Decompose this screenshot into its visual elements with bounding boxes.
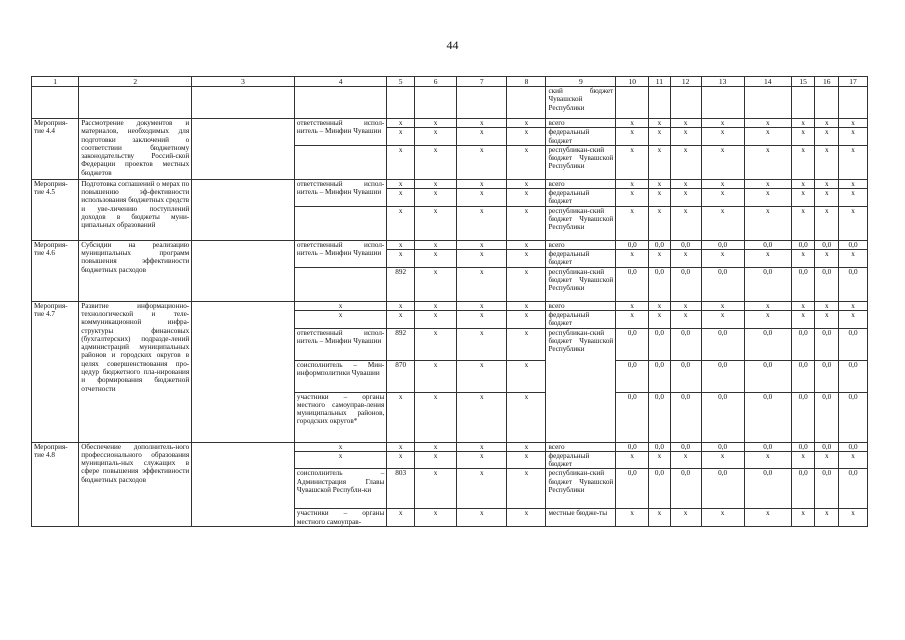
table-row	[32, 442, 868, 451]
value-cell: 0,0	[791, 267, 815, 301]
code-cell: 870	[387, 360, 415, 392]
value-cell: 0,0	[839, 469, 868, 509]
activity-name: Рассмотрение документов и материалов, необходимых для подготовки заключений о соответствии бюджетному законодательству Россий-ской Федерации проектов местных бюджетов	[79, 119, 192, 180]
value-cell: 0,0	[839, 392, 868, 442]
code-cell: x	[457, 119, 507, 128]
value-cell: x	[701, 145, 744, 179]
value-cell: 0,0	[815, 267, 839, 301]
value-cell: x	[839, 451, 868, 469]
value-cell: x	[701, 451, 744, 469]
activity-name: Подготовка соглашений о мерах по повышению эф-фективности использования бюджетных средств и уве-личению поступлений доходов в бюджеты муни-ципальных образований	[79, 179, 192, 240]
value-cell: 0,0	[744, 392, 791, 442]
code-cell: x	[507, 145, 546, 179]
code-cell: x	[507, 328, 546, 360]
value-cell: 0,0	[616, 469, 649, 509]
header-cell: 1	[32, 77, 79, 87]
value-cell: x	[649, 179, 671, 188]
value-cell: 0,0	[670, 267, 701, 301]
code-cell: x	[415, 509, 457, 527]
code-cell: x	[507, 469, 546, 509]
code-cell: x	[415, 328, 457, 360]
value-cell: 0,0	[649, 240, 671, 249]
executor-cell: участники – органы местного самоуправ-	[294, 509, 386, 527]
value-cell: x	[791, 310, 815, 328]
value-cell: x	[649, 145, 671, 179]
value-cell: x	[670, 509, 701, 527]
code-cell: x	[387, 240, 415, 249]
value-cell: x	[744, 145, 791, 179]
code-cell: x	[507, 250, 546, 268]
table-row	[32, 119, 868, 128]
value-cell: 0,0	[616, 360, 649, 392]
header-cell: 16	[815, 77, 839, 87]
value-cell: x	[670, 310, 701, 328]
table-row	[32, 87, 868, 119]
value-cell: x	[649, 128, 671, 146]
activity-name: Субсидии на реализацию муниципальных программ повышения эффективности бюджетных расходов	[79, 240, 192, 301]
code-cell: x	[415, 392, 457, 442]
value-cell: x	[701, 206, 744, 240]
header-cell: 13	[701, 77, 744, 87]
value-cell: 0,0	[670, 392, 701, 442]
value-cell: 0,0	[815, 469, 839, 509]
code-cell: x	[457, 128, 507, 146]
value-cell: x	[744, 509, 791, 527]
funding-source-cell: всего	[546, 179, 616, 188]
code-cell: x	[415, 469, 457, 509]
value-cell: 0,0	[701, 392, 744, 442]
code-cell: x	[415, 310, 457, 328]
code-cell: x	[507, 509, 546, 527]
code-cell: x	[507, 179, 546, 188]
value-cell: 0,0	[839, 267, 868, 301]
value-cell: x	[839, 206, 868, 240]
header-cell: 6	[415, 77, 457, 87]
value-cell: x	[744, 119, 791, 128]
value-cell: 0,0	[791, 240, 815, 249]
code-cell: x	[507, 267, 546, 301]
value-cell: 0,0	[744, 360, 791, 392]
value-cell: x	[791, 301, 815, 310]
value-cell: x	[701, 179, 744, 188]
value-cell: x	[839, 128, 868, 146]
activity-name: Обеспечение дополнитель-ного профессионального образования муниципаль-ных служащих в сфере повышения эффективности бюджетных расходов	[79, 442, 192, 526]
code-cell: x	[415, 128, 457, 146]
value-cell: x	[670, 206, 701, 240]
activity-id: Мероприя-тие 4.8	[32, 442, 79, 526]
code-cell: x	[457, 206, 507, 240]
executor-cell: соисполнитель – Мин-информполитики Чувашии	[294, 360, 386, 392]
value-cell: 0,0	[616, 240, 649, 249]
code-cell: x	[457, 328, 507, 360]
value-cell: x	[701, 310, 744, 328]
code-cell: x	[415, 442, 457, 451]
value-cell: x	[649, 189, 671, 207]
value-cell: 0,0	[815, 442, 839, 451]
header-cell: 15	[791, 77, 815, 87]
value-cell: x	[701, 250, 744, 268]
value-cell: 0,0	[839, 360, 868, 392]
value-cell: 0,0	[649, 442, 671, 451]
code-cell: x	[387, 128, 415, 146]
value-cell: x	[791, 451, 815, 469]
value-cell: 0,0	[649, 328, 671, 360]
header-cell: 10	[616, 77, 649, 87]
value-cell: x	[649, 206, 671, 240]
code-cell: x	[507, 189, 546, 207]
code-cell: x	[387, 206, 415, 240]
executor-cell: ответственный испол-нитель – Минфин Чувашии	[294, 240, 386, 267]
code-cell: x	[415, 267, 457, 301]
value-cell: x	[839, 145, 868, 179]
code-cell: x	[457, 189, 507, 207]
value-cell: x	[616, 250, 649, 268]
value-cell: x	[744, 189, 791, 207]
code-cell: x	[507, 240, 546, 249]
value-cell: x	[839, 179, 868, 188]
header-cell: 9	[546, 77, 616, 87]
funding-source-cell: всего	[546, 119, 616, 128]
funding-source-cell: федеральный бюджет	[546, 250, 616, 268]
code-cell: x	[457, 240, 507, 249]
value-cell: 0,0	[701, 328, 744, 360]
funding-source-cell: республикан-ский бюджет Чувашской Республики	[546, 267, 616, 301]
table-row	[32, 301, 868, 310]
value-cell: x	[815, 119, 839, 128]
header-cell: 3	[192, 77, 295, 87]
code-cell: x	[457, 442, 507, 451]
code-cell: x	[387, 301, 415, 310]
value-cell: x	[815, 301, 839, 310]
funding-source-cell: республикан-ский бюджет Чувашской Республики	[546, 469, 616, 509]
value-cell: x	[744, 179, 791, 188]
value-cell: x	[815, 179, 839, 188]
funding-source-cell: ский бюджет Чувашской Республики	[546, 87, 616, 119]
executor-cell: x	[294, 301, 386, 310]
code-cell: x	[415, 119, 457, 128]
value-cell: 0,0	[670, 240, 701, 249]
value-cell: x	[670, 451, 701, 469]
code-cell: x	[387, 442, 415, 451]
code-cell: x	[387, 392, 415, 442]
value-cell: 0,0	[670, 360, 701, 392]
activity-id: Мероприя-тие 4.5	[32, 179, 79, 240]
funding-source-cell: республикан-ский бюджет Чувашской Республики	[546, 206, 616, 240]
value-cell: 0,0	[839, 442, 868, 451]
code-cell: x	[387, 189, 415, 207]
value-cell: x	[791, 189, 815, 207]
value-cell: x	[701, 128, 744, 146]
value-cell: 0,0	[701, 442, 744, 451]
value-cell: x	[701, 301, 744, 310]
value-cell: x	[815, 145, 839, 179]
value-cell: x	[744, 310, 791, 328]
value-cell: x	[649, 451, 671, 469]
code-cell: x	[507, 301, 546, 310]
value-cell: x	[649, 250, 671, 268]
value-cell: 0,0	[616, 328, 649, 360]
code-cell: x	[457, 179, 507, 188]
value-cell: 0,0	[649, 267, 671, 301]
value-cell: x	[701, 189, 744, 207]
code-cell: x	[387, 509, 415, 527]
executor-cell: x	[294, 451, 386, 469]
header-cell: 14	[744, 77, 791, 87]
value-cell: 0,0	[744, 240, 791, 249]
code-cell: x	[415, 206, 457, 240]
program-activities-table	[31, 76, 868, 527]
value-cell: 0,0	[649, 360, 671, 392]
header-cell: 4	[294, 77, 386, 87]
value-cell: x	[791, 128, 815, 146]
code-cell: x	[457, 392, 507, 442]
code-cell: x	[457, 145, 507, 179]
value-cell: x	[744, 128, 791, 146]
code-cell: x	[415, 179, 457, 188]
funding-source-cell: федеральный бюджет	[546, 451, 616, 469]
code-cell: x	[387, 451, 415, 469]
activity-id: Мероприя-тие 4.4	[32, 119, 79, 180]
value-cell: x	[701, 119, 744, 128]
value-cell: 0,0	[744, 328, 791, 360]
value-cell: 0,0	[839, 240, 868, 249]
value-cell: 0,0	[815, 392, 839, 442]
value-cell: x	[670, 179, 701, 188]
value-cell: 0,0	[791, 328, 815, 360]
value-cell: 0,0	[616, 267, 649, 301]
value-cell: x	[616, 301, 649, 310]
funding-source-cell: федеральный бюджет	[546, 189, 616, 207]
value-cell: 0,0	[791, 469, 815, 509]
value-cell: x	[616, 128, 649, 146]
value-cell: 0,0	[649, 469, 671, 509]
value-cell: 0,0	[791, 360, 815, 392]
code-cell: x	[457, 469, 507, 509]
value-cell: x	[616, 189, 649, 207]
code-cell: x	[507, 206, 546, 240]
value-cell: 0,0	[649, 392, 671, 442]
funding-source-cell: всего	[546, 240, 616, 249]
value-cell: 0,0	[815, 240, 839, 249]
value-cell: x	[744, 206, 791, 240]
code-cell: 803	[387, 469, 415, 509]
code-cell: 892	[387, 328, 415, 360]
table-row	[32, 240, 868, 249]
value-cell: x	[670, 128, 701, 146]
code-cell: 892	[387, 267, 415, 301]
value-cell: x	[649, 119, 671, 128]
value-cell: x	[815, 451, 839, 469]
code-cell: x	[507, 451, 546, 469]
value-cell: 0,0	[815, 328, 839, 360]
value-cell: 0,0	[701, 469, 744, 509]
funding-source-cell: федеральный бюджет	[546, 310, 616, 328]
header-cell: 2	[79, 77, 192, 87]
value-cell: x	[616, 179, 649, 188]
code-cell: x	[507, 360, 546, 392]
value-cell: x	[791, 145, 815, 179]
value-cell: 0,0	[815, 360, 839, 392]
value-cell: 0,0	[701, 240, 744, 249]
value-cell: x	[670, 250, 701, 268]
value-cell: x	[670, 189, 701, 207]
value-cell: x	[839, 250, 868, 268]
code-cell: x	[457, 301, 507, 310]
value-cell: x	[616, 206, 649, 240]
value-cell: x	[649, 310, 671, 328]
value-cell: x	[744, 451, 791, 469]
code-cell: x	[415, 301, 457, 310]
funding-source-cell: республикан-ский бюджет Чувашской Республики	[546, 328, 616, 442]
code-cell: x	[387, 179, 415, 188]
value-cell: x	[815, 128, 839, 146]
executor-cell: x	[294, 442, 386, 451]
funding-source-cell: республикан-ский бюджет Чувашской Республики	[546, 145, 616, 179]
funding-source-cell: всего	[546, 301, 616, 310]
value-cell: 0,0	[839, 328, 868, 360]
value-cell: 0,0	[744, 267, 791, 301]
executor-cell: соисполнитель – Администрация Главы Чувашской Республи-ки	[294, 469, 386, 509]
value-cell: x	[744, 301, 791, 310]
code-cell: x	[457, 451, 507, 469]
code-cell: x	[415, 250, 457, 268]
value-cell: x	[701, 509, 744, 527]
value-cell: 0,0	[744, 469, 791, 509]
code-cell: x	[457, 360, 507, 392]
header-cell: 17	[839, 77, 868, 87]
header-cell: 5	[387, 77, 415, 87]
value-cell: x	[791, 509, 815, 527]
funding-source-cell: местные бюдже-ты	[546, 509, 616, 527]
funding-source-cell: федеральный бюджет	[546, 128, 616, 146]
funding-source-cell: всего	[546, 442, 616, 451]
code-cell: x	[507, 310, 546, 328]
header-cell: 7	[457, 77, 507, 87]
header-cell: 11	[649, 77, 671, 87]
value-cell: x	[791, 250, 815, 268]
value-cell: x	[791, 119, 815, 128]
executor-cell: участники – органы местного самоуправ-ления муниципальных районов, городских округов*	[294, 392, 386, 442]
code-cell: x	[415, 360, 457, 392]
value-cell: x	[815, 509, 839, 527]
code-cell: x	[507, 442, 546, 451]
value-cell: x	[791, 206, 815, 240]
code-cell: x	[457, 509, 507, 527]
value-cell: x	[815, 189, 839, 207]
code-cell: x	[387, 310, 415, 328]
value-cell: x	[839, 189, 868, 207]
value-cell: x	[670, 301, 701, 310]
header-cell: 12	[670, 77, 701, 87]
value-cell: x	[839, 119, 868, 128]
value-cell: 0,0	[791, 392, 815, 442]
value-cell: x	[616, 119, 649, 128]
activity-id: Мероприя-тие 4.7	[32, 301, 79, 442]
value-cell: 0,0	[670, 442, 701, 451]
code-cell: x	[457, 267, 507, 301]
code-cell: x	[415, 240, 457, 249]
value-cell: x	[616, 310, 649, 328]
value-cell: x	[616, 145, 649, 179]
code-cell: x	[415, 451, 457, 469]
value-cell: x	[670, 145, 701, 179]
code-cell: x	[387, 119, 415, 128]
value-cell: 0,0	[670, 328, 701, 360]
value-cell: 0,0	[616, 392, 649, 442]
code-cell: x	[507, 392, 546, 442]
value-cell: x	[616, 451, 649, 469]
table-row	[32, 179, 868, 188]
code-cell: x	[457, 310, 507, 328]
code-cell: x	[507, 128, 546, 146]
page-number: 44	[446, 38, 459, 52]
executor-cell: x	[294, 310, 386, 328]
value-cell: x	[839, 301, 868, 310]
executor-cell: ответственный испол-нитель – Минфин Чувашии	[294, 179, 386, 206]
value-cell: x	[815, 250, 839, 268]
value-cell: 0,0	[670, 469, 701, 509]
code-cell: x	[507, 119, 546, 128]
executor-cell: ответственный испол-нитель – Минфин Чувашии	[294, 328, 386, 360]
value-cell: 0,0	[791, 442, 815, 451]
value-cell: 0,0	[616, 442, 649, 451]
code-cell: x	[387, 145, 415, 179]
header-cell: 8	[507, 77, 546, 87]
value-cell: x	[839, 509, 868, 527]
value-cell: x	[649, 301, 671, 310]
executor-cell: ответственный испол-нитель – Минфин Чувашии	[294, 119, 386, 146]
value-cell: x	[616, 509, 649, 527]
code-cell: x	[387, 250, 415, 268]
code-cell: x	[415, 189, 457, 207]
code-cell: x	[415, 145, 457, 179]
value-cell: x	[670, 119, 701, 128]
value-cell: 0,0	[701, 267, 744, 301]
value-cell: x	[744, 250, 791, 268]
value-cell: x	[815, 206, 839, 240]
value-cell: x	[791, 179, 815, 188]
value-cell: x	[839, 310, 868, 328]
value-cell: 0,0	[744, 442, 791, 451]
value-cell: x	[815, 310, 839, 328]
header-row	[32, 77, 868, 87]
value-cell: x	[649, 509, 671, 527]
activity-name: Развитие информационно-технологической и теле-коммуникационной инфра-структуры финансовых (бухгалтерских) подразде-лений администраций муниципальных районов и городских округов в целях совершенствования про-цедур бюджетного пла-нирования и формирования бюджетной отчетности	[79, 301, 192, 442]
code-cell: x	[457, 250, 507, 268]
activity-id: Мероприя-тие 4.6	[32, 240, 79, 301]
value-cell: 0,0	[701, 360, 744, 392]
